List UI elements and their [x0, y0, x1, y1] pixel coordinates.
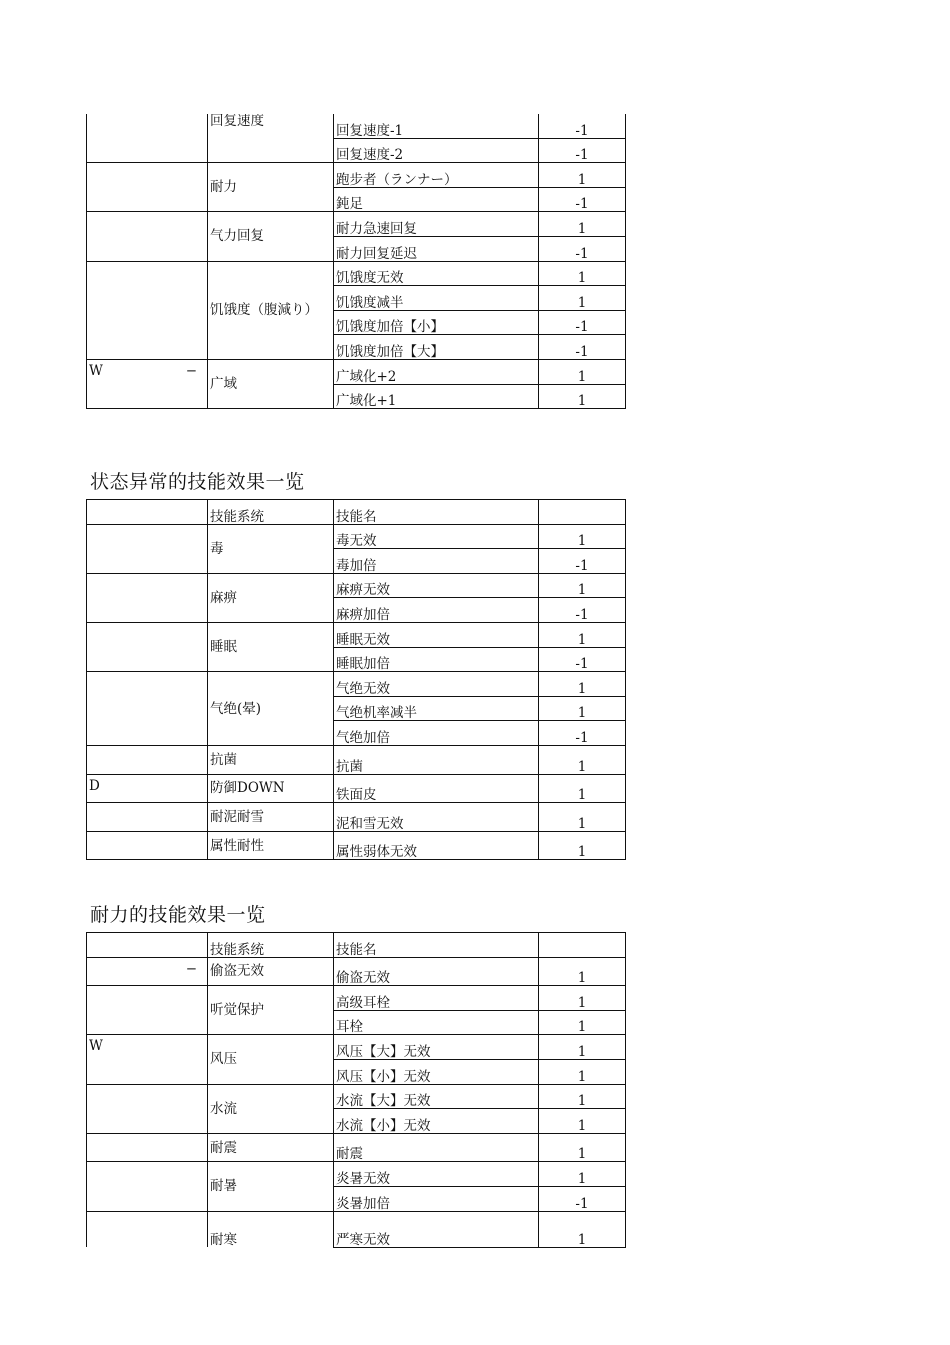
skill-value-cell: 1: [539, 957, 626, 986]
skill-system-cell: 广域: [208, 359, 334, 408]
skill-name-cell: 炎暑无效: [334, 1162, 539, 1187]
category-cell: [87, 524, 208, 573]
table-row: [87, 1162, 626, 1187]
skill-name-cell: 气绝无效: [334, 672, 539, 697]
skill-system-cell: 耐震: [208, 1133, 334, 1162]
skill-name-cell: 属性弱体无效: [334, 831, 539, 860]
category-cell: [87, 831, 208, 860]
skill-name-cell: 气绝加倍: [334, 721, 539, 746]
skill-name-cell: 麻痹加倍: [334, 598, 539, 623]
skill-value-cell: 1: [539, 986, 626, 1011]
skill-value-cell: 1: [539, 622, 626, 647]
skill-value-cell: -1: [539, 598, 626, 623]
skill-name-cell: 风压【小】无效: [334, 1059, 539, 1084]
skill-value-cell: -1: [539, 647, 626, 672]
skill-name-cell: 耐力回复延迟: [334, 236, 539, 261]
section-title-endurance: 耐力的技能效果一览: [90, 904, 266, 926]
category-cell: [87, 1133, 208, 1162]
skill-system-cell: 气力回复: [208, 212, 334, 261]
skill-system-cell: 毒: [208, 524, 334, 573]
category-cell: [87, 163, 208, 212]
skill-value-cell: 1: [539, 384, 626, 409]
category-mark-right: −: [185, 960, 197, 977]
category-cell: [87, 774, 208, 803]
skill-system-cell: 气绝(晕): [208, 672, 334, 746]
skill-value-cell: -1: [539, 310, 626, 335]
skill-value-cell: 1: [539, 1211, 626, 1247]
skill-name-cell: 广域化+1: [334, 384, 539, 409]
skill-system-cell: 抗菌: [208, 745, 334, 774]
skill-value-cell: 1: [539, 1133, 626, 1162]
skill-name-cell: 泥和雪无效: [334, 803, 539, 832]
skill-system-cell: 饥饿度（腹減り）: [208, 261, 334, 359]
category-cell: [87, 261, 208, 359]
skill-table-endurance: [86, 932, 626, 1248]
skill-name-cell: 回复速度-1: [334, 114, 539, 138]
skill-value-cell: 1: [539, 1059, 626, 1084]
table-row: [87, 163, 626, 188]
table-row: [87, 261, 626, 286]
table-row: [87, 573, 626, 598]
skill-value-cell: 1: [539, 1162, 626, 1187]
skill-value-cell: -1: [539, 138, 626, 163]
skill-value-cell: 1: [539, 261, 626, 286]
skill-value-cell: -1: [539, 236, 626, 261]
header-skill: 技能名: [334, 933, 539, 958]
section-title-status: 状态异常的技能效果一览: [90, 471, 305, 493]
category-cell: [87, 986, 208, 1035]
table-row: [87, 1133, 626, 1162]
header-skill: 技能名: [334, 500, 539, 525]
skill-system-cell: 麻痹: [208, 573, 334, 622]
skill-value-cell: 1: [539, 831, 626, 860]
category-cell: [87, 212, 208, 261]
category-cell: [87, 1162, 208, 1211]
skill-value-cell: 1: [539, 1010, 626, 1035]
skill-table-top: [86, 114, 626, 409]
table-row: [87, 831, 626, 860]
header-system: 技能系统: [208, 933, 334, 958]
category-cell: [87, 957, 208, 986]
skill-system-cell: 水流: [208, 1084, 334, 1133]
category-cell: [87, 622, 208, 671]
skill-name-cell: 饥饿度加倍【小】: [334, 310, 539, 335]
table-row: [87, 622, 626, 647]
skill-name-cell: 耐震: [334, 1133, 539, 1162]
skill-name-cell: 水流【小】无效: [334, 1109, 539, 1134]
category-mark-right: −: [185, 362, 197, 379]
skill-name-cell: 麻痹无效: [334, 573, 539, 598]
skill-name-cell: 偷盗无效: [334, 957, 539, 986]
skill-system-cell: 防御DOWN: [208, 774, 334, 803]
table-row: [87, 672, 626, 697]
table-row: [87, 774, 626, 803]
skill-system-cell: 耐寒: [208, 1211, 334, 1247]
header-value-cell: [539, 933, 626, 958]
table-row: [87, 359, 626, 384]
skill-name-cell: 广域化+2: [334, 359, 539, 384]
skill-value-cell: -1: [539, 721, 626, 746]
table-header-row: [87, 933, 626, 958]
skill-name-cell: 回复速度-2: [334, 138, 539, 163]
skill-value-cell: 1: [539, 1084, 626, 1109]
skill-name-cell: 高级耳栓: [334, 986, 539, 1011]
skill-name-cell: 抗菌: [334, 745, 539, 774]
table-row: [87, 1084, 626, 1109]
skill-name-cell: 风压【大】无效: [334, 1035, 539, 1060]
table-row: [87, 524, 626, 549]
skill-system-cell: 回复速度: [208, 114, 334, 163]
skill-name-cell: 毒无效: [334, 524, 539, 549]
category-mark-left: D: [89, 777, 100, 794]
header-category-cell: [87, 500, 208, 525]
skill-value-cell: 1: [539, 672, 626, 697]
category-cell: [87, 1084, 208, 1133]
category-cell: [87, 803, 208, 832]
category-cell: [87, 1035, 208, 1084]
table-row: [87, 986, 626, 1011]
category-cell: [87, 359, 208, 408]
skill-value-cell: 1: [539, 524, 626, 549]
skill-value-cell: 1: [539, 696, 626, 721]
skill-name-cell: 饥饿度无效: [334, 261, 539, 286]
skill-system-cell: 耐力: [208, 163, 334, 212]
header-system: 技能系统: [208, 500, 334, 525]
skill-system-cell: 属性耐性: [208, 831, 334, 860]
skill-system-cell: 偷盗无效: [208, 957, 334, 986]
skill-name-cell: 气绝机率减半: [334, 696, 539, 721]
skill-system-cell: 听觉保护: [208, 986, 334, 1035]
skill-name-cell: 睡眠加倍: [334, 647, 539, 672]
skill-name-cell: 严寒无效: [334, 1211, 539, 1247]
table-row: [87, 1211, 626, 1247]
skill-name-cell: 饥饿度加倍【大】: [334, 335, 539, 360]
skill-value-cell: -1: [539, 1186, 626, 1211]
skill-name-cell: 睡眠无效: [334, 622, 539, 647]
skill-value-cell: -1: [539, 187, 626, 212]
skill-system-cell: 风压: [208, 1035, 334, 1084]
category-mark-left: W: [89, 1038, 103, 1055]
skill-system-cell: 耐暑: [208, 1162, 334, 1211]
table-row: [87, 1035, 626, 1060]
header-category-cell: [87, 933, 208, 958]
skill-name-cell: 水流【大】无效: [334, 1084, 539, 1109]
category-cell: [87, 573, 208, 622]
skill-value-cell: -1: [539, 335, 626, 360]
skill-value-cell: 1: [539, 573, 626, 598]
header-value-cell: [539, 500, 626, 525]
table-row: [87, 745, 626, 774]
skill-name-cell: 炎暑加倍: [334, 1186, 539, 1211]
category-cell: [87, 114, 208, 163]
skill-name-cell: 毒加倍: [334, 549, 539, 574]
skill-system-cell: 耐泥耐雪: [208, 803, 334, 832]
table-row: [87, 212, 626, 237]
category-cell: [87, 745, 208, 774]
skill-value-cell: -1: [539, 114, 626, 138]
table-row: [87, 114, 626, 138]
skill-value-cell: 1: [539, 803, 626, 832]
skill-name-cell: 耐力急速回复: [334, 212, 539, 237]
skill-value-cell: 1: [539, 745, 626, 774]
skill-value-cell: 1: [539, 286, 626, 311]
skill-value-cell: 1: [539, 1035, 626, 1060]
table-row: [87, 957, 626, 986]
skill-name-cell: 饥饿度减半: [334, 286, 539, 311]
skill-value-cell: -1: [539, 549, 626, 574]
skill-value-cell: 1: [539, 1109, 626, 1134]
skill-name-cell: 耳栓: [334, 1010, 539, 1035]
table-header-row: [87, 500, 626, 525]
category-mark-left: W: [89, 362, 103, 379]
skill-table-status: [86, 499, 626, 860]
skill-value-cell: 1: [539, 359, 626, 384]
skill-name-cell: 跑步者（ランナー）: [334, 163, 539, 188]
skill-system-cell: 睡眠: [208, 622, 334, 671]
skill-value-cell: 1: [539, 212, 626, 237]
category-cell: [87, 1211, 208, 1247]
table-row: [87, 803, 626, 832]
category-cell: [87, 672, 208, 746]
skill-value-cell: 1: [539, 774, 626, 803]
skill-name-cell: 鈍足: [334, 187, 539, 212]
skill-value-cell: 1: [539, 163, 626, 188]
skill-name-cell: 铁面皮: [334, 774, 539, 803]
